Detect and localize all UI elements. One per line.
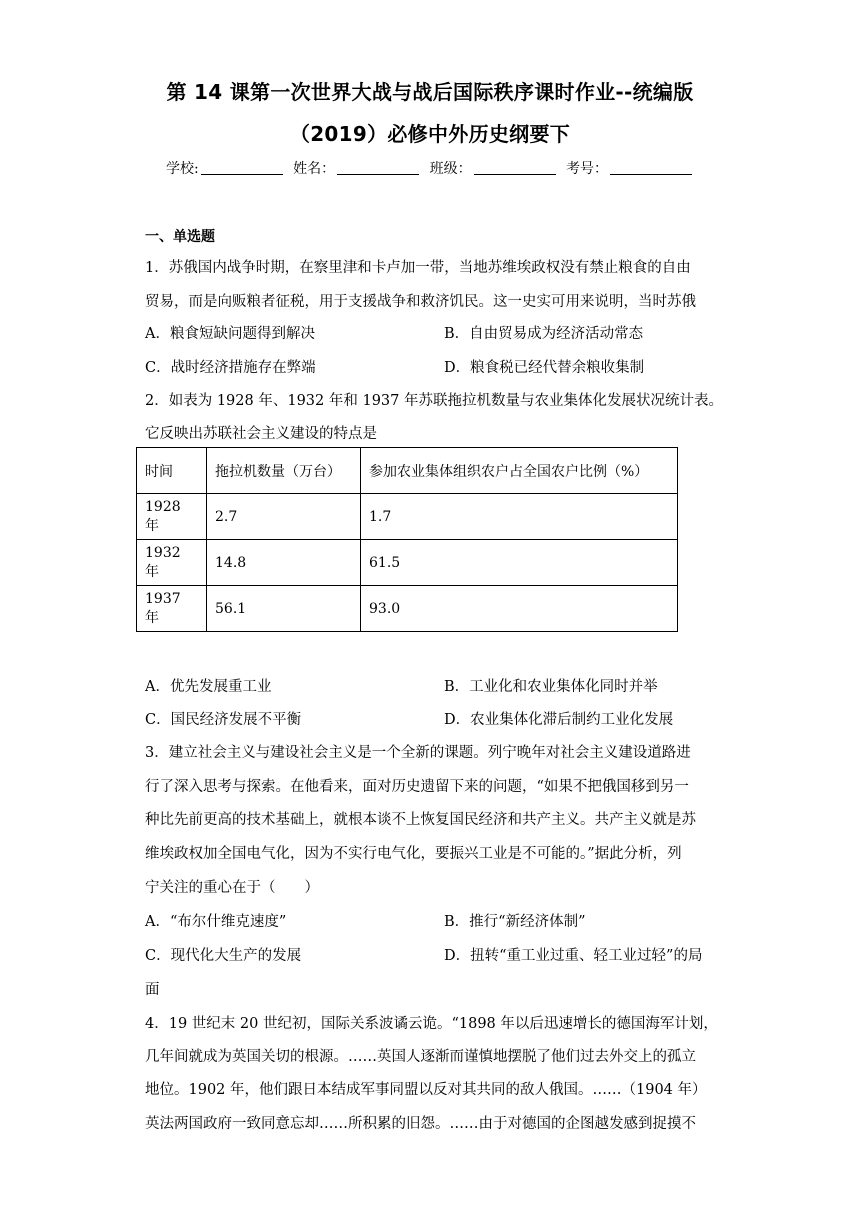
table-cell: 61.5 [361, 540, 678, 586]
table-cell: 1.7 [361, 494, 678, 540]
school-label: 学校: [165, 161, 199, 177]
q1-line: 1．苏俄国内战争时期，在察里津和卡卢加一带，当地苏维埃政权没有禁止粮食的自由 [145, 260, 691, 276]
school-blank[interactable] [201, 160, 283, 175]
student-info-fields [0, 158, 860, 178]
q3-line: 维埃政权加全国电气化，因为不实行电气化，要振兴工业是不可能的。”据此分析，列 [145, 846, 682, 862]
class-label: 班级： [429, 161, 472, 177]
q3-option-d[interactable]: D．扭转“重工业过重、轻工业过轻”的局 [444, 948, 703, 964]
table-header-cell: 时间 [137, 448, 207, 494]
q2-option-b[interactable]: B．工业化和农业集体化同时并举 [444, 679, 658, 695]
table-cell: 93.0 [361, 586, 678, 632]
q3-line: 3．建立社会主义与建设社会主义是一个全新的课题。列宁晚年对社会主义建设道路进 [145, 745, 691, 761]
q3-line: 宁关注的重心在于（ ） [145, 880, 319, 896]
table-cell: 1937 年 [137, 586, 207, 632]
q3-option-d-wrap: 面 [145, 982, 160, 998]
table-header-cell: 参加农业集体组织农户占全国农户比例（%） [361, 448, 678, 494]
tractor-collectivization-table [136, 447, 678, 632]
exam-number-blank[interactable] [610, 160, 692, 175]
table-header-cell: 拖拉机数量（万台） [207, 448, 361, 494]
q4-line: 4．19 世纪末 20 世纪初，国际关系波谲云诡。“1898 年以后迅速增长的德国海军计划， [145, 1016, 718, 1032]
q3-option-a[interactable]: A．“布尔什维克速度” [145, 914, 287, 930]
q4-line: 地位。1902 年，他们跟日本结成军事同盟以反对其共同的敌人俄国。……（1904 年） [145, 1082, 707, 1098]
q2-option-c[interactable]: C．国民经济发展不平衡 [145, 712, 302, 728]
table-cell: 14.8 [207, 540, 361, 586]
q1-option-d[interactable]: D．粮食税已经代替余粮收集制 [444, 360, 645, 376]
q1-line: 贸易，而是向贩粮者征税，用于支援战争和救济饥民。这一史实可用来说明，当时苏俄 [145, 294, 696, 310]
section-heading: 一、单选题 [145, 229, 215, 245]
page-title-line2: （2019）必修中外历史纲要下 [289, 122, 571, 146]
table-row [137, 586, 678, 632]
q1-option-a[interactable]: A．粮食短缺问题得到解决 [145, 326, 315, 342]
table-header-row [137, 448, 678, 494]
table-cell: 56.1 [207, 586, 361, 632]
q4-line: 英法两国政府一致同意忘却……所积累的旧怨。……由于对德国的企图越发感到捉摸不 [145, 1116, 696, 1132]
page-title-line1: 第 14 课第一次世界大战与战后国际秩序课时作业--统编版 [166, 80, 694, 104]
exam-number-label: 考号： [566, 161, 609, 177]
q1-option-b[interactable]: B．自由贸易成为经济活动常态 [444, 326, 644, 342]
table-row [137, 494, 678, 540]
q2-line: 它反映出苏联社会主义建设的特点是 [145, 426, 377, 442]
q4-line: 几年间就成为英国关切的根源。……英国人逐渐而谨慎地摆脱了他们过去外交上的孤立 [145, 1049, 696, 1065]
name-blank[interactable] [337, 160, 419, 175]
table-cell: 1932 年 [137, 540, 207, 586]
q3-option-c[interactable]: C．现代化大生产的发展 [145, 948, 302, 964]
q2-option-a[interactable]: A．优先发展重工业 [145, 679, 272, 695]
name-label: 姓名： [293, 161, 336, 177]
table-cell: 1928 年 [137, 494, 207, 540]
class-blank[interactable] [474, 160, 556, 175]
table-cell: 2.7 [207, 494, 361, 540]
q3-line: 种比先前更高的技术基础上，就根本谈不上恢复国民经济和共产主义。共产主义就是苏 [145, 812, 696, 828]
q2-option-d[interactable]: D．农业集体化滞后制约工业化发展 [444, 712, 674, 728]
q3-option-b[interactable]: B．推行“新经济体制” [444, 914, 586, 930]
q3-line: 行了深入思考与探索。在他看来，面对历史遗留下来的问题，“如果不把俄国移到另一 [145, 779, 689, 795]
q2-line: 2．如表为 1928 年、1932 年和 1937 年苏联拖拉机数量与农业集体化发展状况统计表。 [145, 393, 723, 409]
table-row [137, 540, 678, 586]
q1-option-c[interactable]: C．战时经济措施存在弊端 [145, 360, 316, 376]
